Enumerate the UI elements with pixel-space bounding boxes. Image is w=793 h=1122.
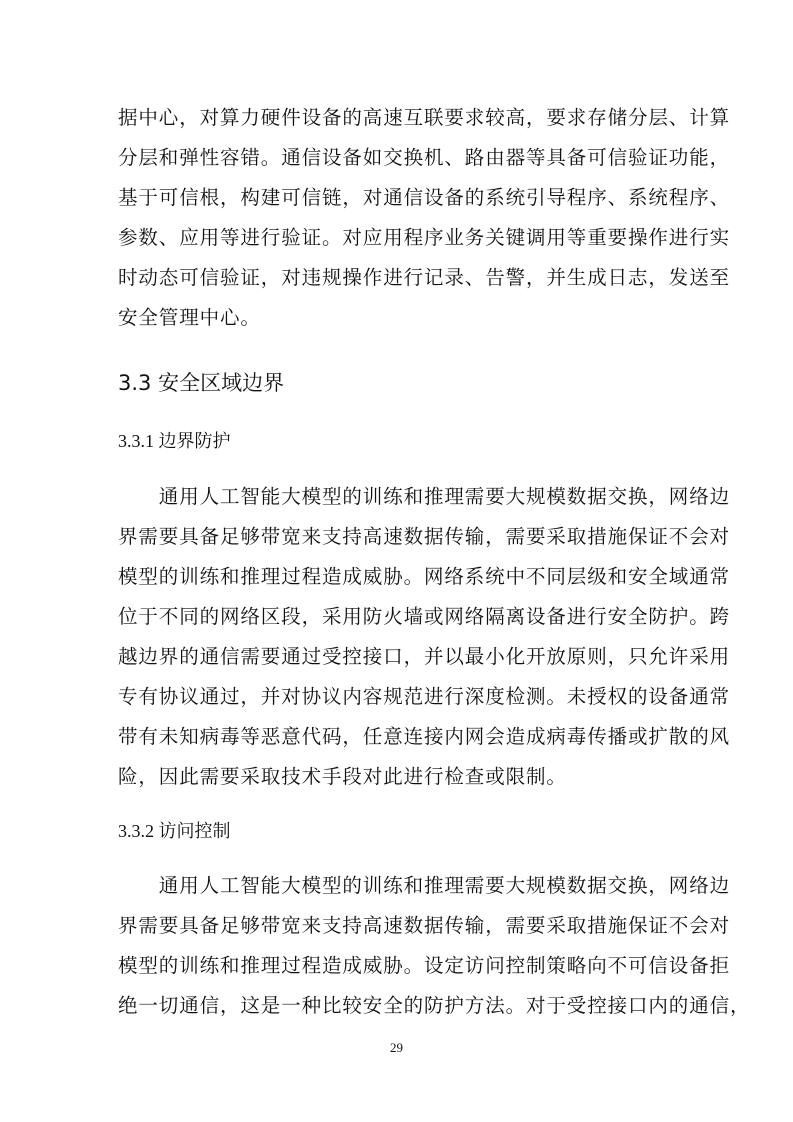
paragraph-line: 位于不同的网络区段，采用防火墙或网络隔离设备进行安全防护。跨 — [118, 605, 731, 628]
paragraph-line: 界需要具备足够带宽来支持高速数据传输，需要采取措施保证不会对 — [118, 525, 731, 548]
boundary-protection-paragraph — [118, 477, 731, 797]
paragraph-line: 安全管理中心。 — [118, 306, 261, 329]
access-control-paragraph — [118, 866, 751, 1026]
paragraph-line: 通用人工智能大模型的训练和推理需要大规模数据交换，网络边 — [118, 874, 731, 897]
paragraph-line: 带有未知病毒等恶意代码，任意连接内网会造成病毒传播或扩散的风 — [118, 725, 731, 748]
page-number: 29 — [390, 1040, 403, 1055]
paragraph-line: 分层和弹性容错。通信设备如交换机、路由器等具备可信验证功能， — [118, 146, 731, 169]
paragraph-line: 据中心，对算力硬件设备的高速互联要求较高，要求存储分层、计算 — [118, 106, 731, 129]
paragraph-line: 模型的训练和推理过程造成威胁。网络系统中不同层级和安全域通常 — [118, 565, 731, 588]
paragraph-line: 界需要具备足够带宽来支持高速数据传输，需要采取措施保证不会对 — [118, 914, 731, 937]
subsection-heading-3-3-2: 3.3.2 访问控制 — [118, 821, 231, 841]
paragraph-line: 时动态可信验证，对违规操作进行记录、告警，并生成日志，发送至 — [118, 266, 731, 289]
paragraph-line: 险，因此需要采取技术手段对此进行检查或限制。 — [118, 765, 567, 788]
subsection-heading-3-3-1: 3.3.1 边界防护 — [118, 431, 231, 451]
paragraph-line: 通用人工智能大模型的训练和推理需要大规模数据交换，网络边 — [118, 485, 731, 508]
paragraph-line: 参数、应用等进行验证。对应用程序业务关键调用等重要操作进行实 — [118, 226, 731, 249]
paragraph-line: 模型的训练和推理过程造成威胁。设定访问控制策略向不可信设备拒 — [118, 954, 731, 977]
paragraph-line: 绝一切通信，这是一种比较安全的防护方法。对于受控接口内的通信， — [118, 994, 751, 1017]
paragraph-line: 专有协议通过，并对协议内容规范进行深度检测。未授权的设备通常 — [118, 685, 731, 708]
paragraph-line: 越边界的通信需要通过受控接口，并以最小化开放原则，只允许采用 — [118, 645, 731, 668]
paragraph-line: 基于可信根，构建可信链，对通信设备的系统引导程序、系统程序、 — [118, 186, 731, 209]
continuation-paragraph — [118, 98, 731, 338]
section-heading-3-3: 3.3 安全区域边界 — [118, 371, 285, 395]
